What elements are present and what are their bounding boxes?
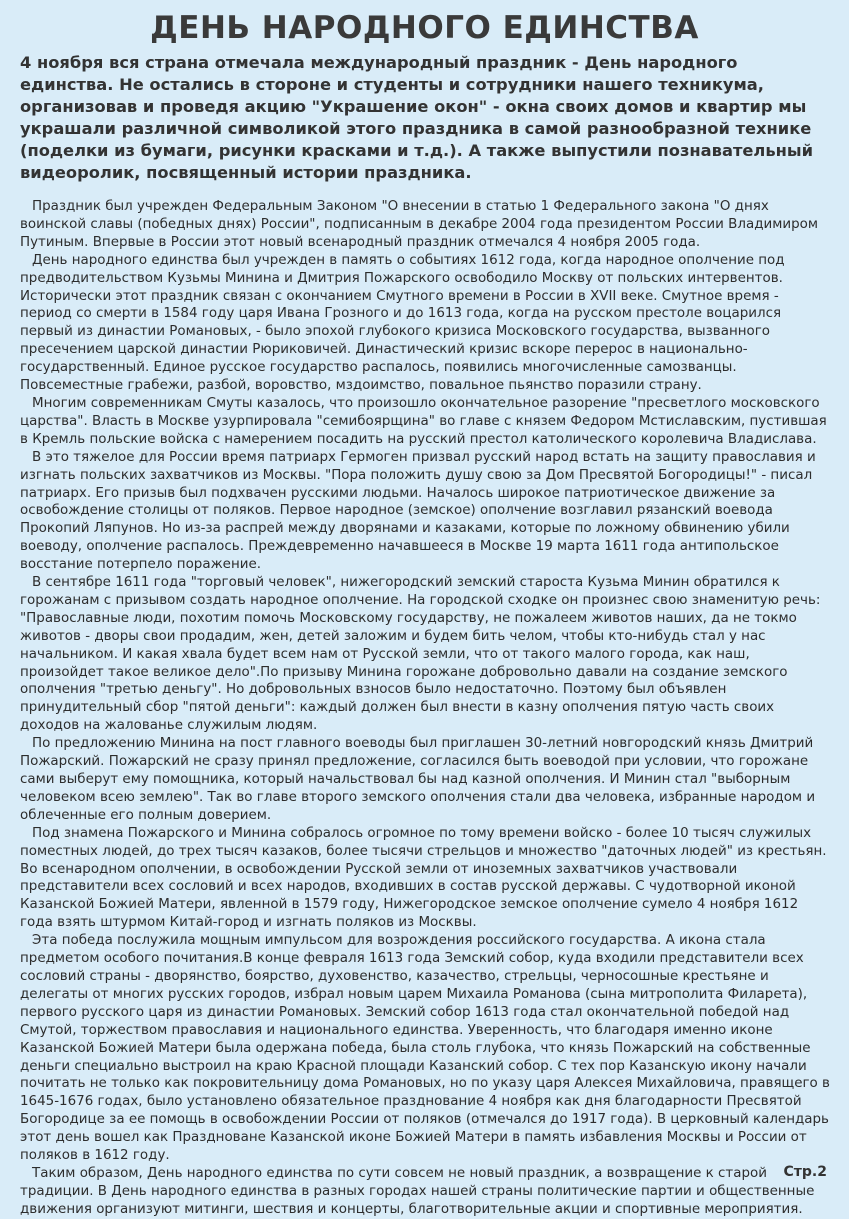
- article-body: [20, 198, 832, 1219]
- page-title: ДЕНЬ НАРОДНОГО ЕДИНСТВА: [150, 10, 699, 46]
- article-paragraph: Таким образом, День народного единства по сути совсем не новый праздник, а возвращение к старой традиции. В День народного единства в разных городах нашей страны политические партии и общественные движения организуют митинги, шествия и концерты, благотворительные акции и спортивные мероприятия.: [20, 1165, 815, 1217]
- article-paragraph: Эта победа послужила мощным импульсом для возрождения российского государства. А икона стала предметом особого почитания.В конце февраля 1613 года Земский собор, куда входили представители всех сословий страны - дворянство, боярство, духовенство, казачество, стрельцы, черносошные крестьяне и делегаты от многих русских городов, избрал новым царем Михаила Романова (сына митрополита Филарета), первого русского царя из династии Романовых. Земский собор 1613 года стал окончательной победой над Смутой, торжеством православия и национального единства. Уверенность, что благодаря именно иконе Казанской Божией Матери была одержана победа, была столь глубока, что князь Пожарский на собственные деньги специально выстроил на краю Красной площади Казанский собор. С тех пор Казанскую икону начали почитать не только как покровительницу дома Романовых, но по указу царя Алексея Михайловича, правящего в 1645-1676 годах, было установлено обязательное празднование 4 ноября как дня благодарности Пресвятой Богородице за ее помощь в освобождении России от поляков (отмечался до 1917 года). В церковный календарь этот день вошел как Праздноване Казанской иконе Божией Матери в память избавления Москвы и России от поляков в 1612 году.: [20, 933, 830, 1164]
- article-paragraph: В сентябре 1611 года "торговый человек", нижегородский земский староста Кузьма Минин обратился к горожанам с призывом создать народное ополчение. На городской сходке он произнес свою знаменитую речь: "Православные люди, похотим помочь Московскому государству, не пожалеем животов наших, да не токмо животов - дворы свои продадим, жен, детей заложим и будем бить челом, чтобы кто-нибудь стал у нас начальником. И какая хвала будет всем нам от Русской земли, что от такого малого города, как наш, произойдет такое великое дело".По призыву Минина горожане добровольно давали на создание земского ополчения "третью деньгу". Но добровольных взносов было недостаточно. Поэтому был объявлен принудительный сбор "пятой деньги": каждый должен был внести в казну ополчения пятую часть своих доходов на жалованье служилым людям.: [20, 575, 821, 734]
- article-paragraph: По предложению Минина на пост главного воеводы был приглашен 30-летний новгородский князь Дмитрий Пожарский. Пожарский не сразу принял предложение, согласился быть воеводой при условии, что горожане сами выберут ему помощника, который начальствовал бы над казной ополчения. И Минин стал "выборным человеком всею землею". Так во главе второго земского ополчения стали два человека, избранные народом и облеченные его полным доверием.: [20, 736, 816, 823]
- article-paragraph: День народного единства был учрежден в память о событиях 1612 года, когда народное ополчение под предводительством Кузьмы Минина и Дмитрия Пожарского освободило Москву от польских интервентов. Исторически этот праздник связан с окончанием Смутного времени в России в XVII веке. Смутное время - период со смерти в 1584 году царя Ивана Грозного и до 1613 года, когда на русском престоле воцарился первый из династии Романовых, - было эпохой глубокого кризиса Московского государства, вызванного пресечением царской династии Рюриковичей. Династический кризис вскоре перерос в национально-государственный. Единое русское государство распалось, появились многочисленные самозванцы. Повсеместные грабежи, разбой, воровство, мздоимство, повальное пьянство поразили страну.: [20, 252, 785, 394]
- page-number: Стр.2: [783, 1164, 827, 1180]
- intro-text: 4 ноября вся страна отмечала международный праздник - День народного единства. Не остались в стороне и студенты и сотрудники нашего техникума, организовав и проведя акцию "Украшение окон" - окна своих домов и квартир мы украшали различной символикой этого праздника в самой разнообразной технике (поделки из бумаги, рисунки красками и т.д.). А также выпустили познавательный видеоролик, посвященный истории праздника.: [20, 53, 814, 182]
- article-paragraph: Под знамена Пожарского и Минина собралось огромное по тому времени войско - более 10 тысяч служилых поместных людей, до трех тысяч казаков, более тысячи стрельцов и множество "даточных людей" из крестьян. Во всенародном ополчении, в освобождении Русской земли от иноземных захватчиков участвовали представители всех сословий и всех народов, входивших в состав русской державы. С чудотворной иконой Казанской Божией Матери, явленной в 1579 году, Нижегородское земское ополчение сумело 4 ноября 1612 года взять штурмом Китай-город и изгнать поляков из Москвы.: [20, 825, 827, 931]
- article-paragraph: Праздник был учрежден Федеральным Законом "О внесении в статью 1 Федерального закона "О днях воинской славы (победных днях) России", подписанным в декабре 2004 года президентом России Владимиром Путиным. Впервые в России этот новый всенародный праздник отмечался 4 ноября 2005 года.: [20, 199, 818, 250]
- article-paragraph: В это тяжелое для России время патриарх Гермоген призвал русский народ встать на защиту православия и изгнать польских захватчиков из Москвы. "Пора положить душу свою за Дом Пресвятой Богородицы!" - писал патриарх. Его призыв был подхвачен русскими людьми. Началось широкое патриотическое движение за освобождение столицы от поляков. Первое народное (земское) ополчение возглавил рязанский воевода Прокопий Ляпунов. Но из-за распрей между дворянами и казаками, которые по ложному обвинению убили воеводу, ополчение распалось. Преждевременно начавшееся в Москве 19 марта 1611 года антипольское восстание потерпело поражение.: [20, 449, 816, 573]
- article-paragraph: Многим современникам Смуты казалось, что произошло окончательное разорение "пресветлого московского царства". Власть в Москве узурпировала "семибоярщина" во главе с князем Федором Мстиславским, пустившая в Кремль польские войска с намерением посадить на русский престол католического королевича Владислава.: [20, 395, 827, 447]
